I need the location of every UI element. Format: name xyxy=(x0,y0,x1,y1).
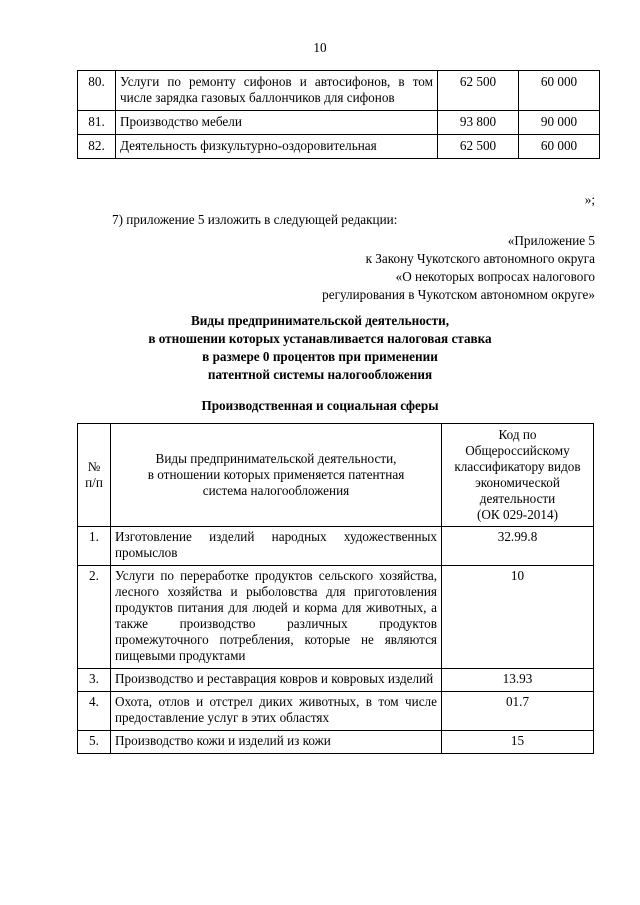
appendix-ref-line: «Приложение 5 xyxy=(507,233,595,248)
row-number: 82. xyxy=(78,135,116,159)
header-text: № xyxy=(87,459,101,474)
title-line: в отношении которых устанавливается налоговая ставка xyxy=(148,331,492,346)
title-line: Виды предпринимательской деятельности, xyxy=(190,313,450,328)
row-number: 1. xyxy=(78,527,111,566)
table-row xyxy=(78,669,594,692)
activity-description: Производство и реставрация ковров и ковровых изделий xyxy=(111,669,442,692)
tax-rate-table-continuation xyxy=(77,70,600,159)
row-number: 81. xyxy=(78,111,116,135)
header-text: Общероссийскому xyxy=(465,443,570,458)
header-text: экономической xyxy=(475,475,560,490)
activity-description: Охота, отлов и отстрел диких животных, в том числе предоставление услуг в этих областях xyxy=(111,692,442,731)
header-text: система налогообложения xyxy=(202,483,350,498)
row-number: 4. xyxy=(78,692,111,731)
appendix-ref-line: к Закону Чукотского автономного округа xyxy=(365,251,595,266)
header-text: Виды предпринимательской деятельности, xyxy=(155,451,397,466)
okved-code: 32.99.8 xyxy=(442,527,594,566)
table-row xyxy=(78,135,600,159)
header-number-cell xyxy=(78,424,111,527)
table-row xyxy=(78,111,600,135)
page-number: 10 xyxy=(313,40,327,55)
row-number: 80. xyxy=(78,71,116,111)
header-text: п/п xyxy=(85,475,103,490)
activity-description: Услуги по ремонту сифонов и автосифонов, в том числе зарядка газовых баллончиков для сифонов xyxy=(116,71,438,111)
header-text: деятельности xyxy=(479,491,556,506)
table-header-row xyxy=(78,424,594,527)
title-line: в размере 0 процентов при применении xyxy=(202,349,438,364)
appendix-ref-line: «О некоторых вопросах налогового xyxy=(395,269,595,284)
table-row xyxy=(78,527,594,566)
activity-description: Деятельность физкультурно-оздоровительная xyxy=(116,135,438,159)
title-line: патентной системы налогообложения xyxy=(207,367,433,382)
appendix-ref-line: регулирования в Чукотском автономном округе» xyxy=(322,287,595,302)
row-number: 3. xyxy=(78,669,111,692)
row-number: 2. xyxy=(78,566,111,669)
okved-code: 13.93 xyxy=(442,669,594,692)
table-row xyxy=(78,731,594,754)
section-title: Производственная и социальная сферы xyxy=(201,398,439,413)
header-text: Код по xyxy=(498,427,537,442)
header-text: в отношении которых применяется патентная xyxy=(147,467,405,482)
value-column-1: 62 500 xyxy=(438,71,519,111)
document-title xyxy=(0,312,640,384)
amendment-paragraph: 7) приложение 5 изложить в следующей редакции: xyxy=(112,212,398,227)
table-row xyxy=(78,566,594,669)
appendix-reference xyxy=(322,232,595,304)
value-column-2: 60 000 xyxy=(519,135,600,159)
activity-description: Услуги по переработке продуктов сельского хозяйства, лесного хозяйства и рыболовства для приготовления продуктов питания для людей и корма для животных, а также производство различных продуктов промежуточного потребления, которые не являются пищевыми продуктами xyxy=(111,566,442,669)
header-text: классификатору видов xyxy=(454,459,581,474)
zero-rate-activities-table xyxy=(77,423,594,754)
header-code-cell xyxy=(442,424,594,527)
activity-description: Производство мебели xyxy=(116,111,438,135)
okved-code: 01.7 xyxy=(442,692,594,731)
closing-quote-mark: »; xyxy=(584,192,595,207)
okved-code: 10 xyxy=(442,566,594,669)
value-column-1: 62 500 xyxy=(438,135,519,159)
row-number: 5. xyxy=(78,731,111,754)
table-row xyxy=(78,71,600,111)
value-column-1: 93 800 xyxy=(438,111,519,135)
value-column-2: 90 000 xyxy=(519,111,600,135)
header-activity-cell xyxy=(111,424,442,527)
activity-description: Производство кожи и изделий из кожи xyxy=(111,731,442,754)
table-row xyxy=(78,692,594,731)
okved-code: 15 xyxy=(442,731,594,754)
activity-description: Изготовление изделий народных художественных промыслов xyxy=(111,527,442,566)
value-column-2: 60 000 xyxy=(519,71,600,111)
header-text: (ОК 029-2014) xyxy=(477,507,558,522)
